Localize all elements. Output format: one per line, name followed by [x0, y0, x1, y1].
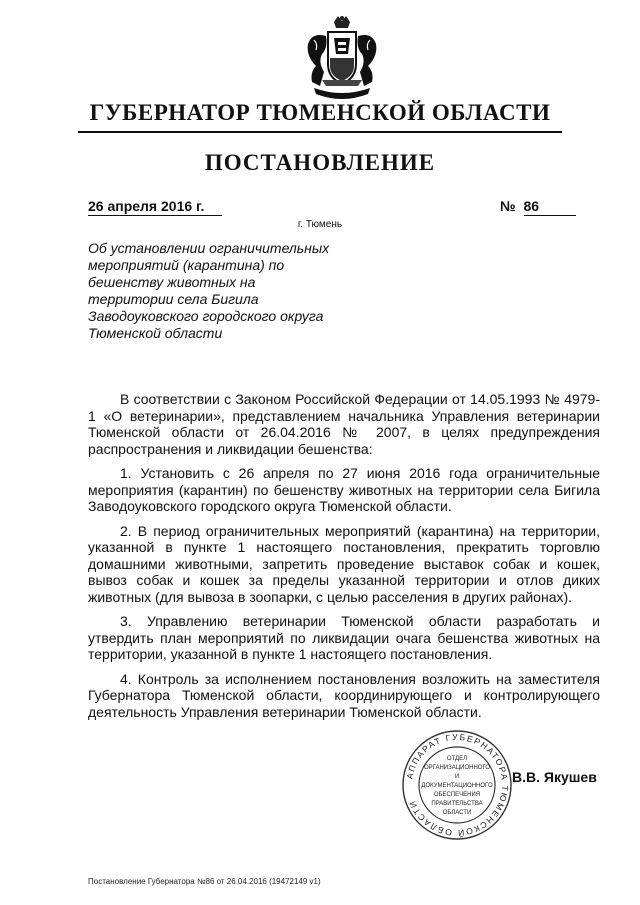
header-divider	[78, 131, 562, 133]
number-prefix: №	[500, 198, 516, 214]
preamble-paragraph: В соответствии с Законом Российской Федерации от 14.05.1993 № 4979-1 «О ветеринарии», представлением начальника Управления ветеринарии Тюменской области от 26.04.2016 № 2007, в целях предупреждения распространения и ликвидации бешенства:	[88, 391, 600, 457]
clause-3: 3. Управлению ветеринарии Тюменской области разработать и утвердить план мероприятий по ликвидации очага бешенства животных на территории, указанной в пункте 1 настоящего постановления.	[88, 613, 600, 662]
document-type-title: ПОСТАНОВЛЕНИЕ	[204, 150, 436, 175]
stamp-line: И	[454, 774, 460, 780]
coat-of-arms-icon	[298, 14, 386, 106]
number-value: 86	[524, 198, 576, 216]
subject-line: Заводоуковского городского округа	[88, 308, 324, 324]
stamp-line: ОРГАНИЗАЦИОННОГО	[423, 765, 491, 771]
document-number	[500, 198, 590, 216]
subject-line: Тюменской области	[88, 325, 223, 341]
stamp-line: ОБЛАСТИ	[442, 810, 472, 816]
clause-4: 4. Контроль за исполнением постановления возложить на заместителя Губернатора Тюменской области, координирующего и контролирующего деятельность Управления ветеринарии Тюменской области.	[88, 670, 600, 720]
document-footer: Постановление Губернатора №86 от 26.04.2016 (19472149 v1)	[88, 877, 321, 886]
stamp-line: ПРАВИТЕЛЬСТВА	[431, 801, 483, 807]
subject-line: территории села Бигила	[88, 291, 259, 307]
subject-line: бешенству животных на	[88, 274, 256, 290]
stamp-line: ОБЕСПЕЧЕНИЯ	[433, 792, 481, 798]
signatory-name: В.В. Якушев	[512, 769, 597, 785]
document-city: г. Тюмень	[297, 219, 343, 230]
official-stamp	[400, 728, 514, 842]
stamp-ring-text: АППАРАТ ГУБЕРНАТОРА ТЮМЕНСКОЙ ОБЛАСТИ	[404, 731, 511, 839]
stamp-line: ОТДЕЛ	[446, 756, 468, 762]
document-subject	[88, 240, 348, 342]
clause-2: 2. В период ограничительных мероприятий (карантина) на территории, указанной в пункте 1 настоящего постановления, прекратить торговлю домашними животными, запретить проведение выставок собак и кошек, вывоз собак и кошек за пределы указанной территории и отлов диких животных (для вывоза в зоопарки, с целью расселения в других районах).	[88, 522, 600, 605]
subject-line: Об установлении ограничительных	[88, 240, 330, 256]
document-body	[88, 391, 600, 728]
issuer-title: ГУБЕРНАТОР ТЮМЕНСКОЙ ОБЛАСТИ	[89, 100, 551, 125]
clause-1: 1. Установить с 26 апреля по 27 июня 2016 года ограничительные мероприятия (карантин) по бешенству животных на территории села Бигила Заводоуковского городского округа Тюменской области.	[88, 465, 600, 514]
subject-line: мероприятий (карантина) по	[88, 257, 285, 273]
stamp-line: ДОКУМЕНТАЦИОННОГО	[421, 783, 493, 789]
document-date: 26 апреля 2016 г.	[88, 198, 222, 216]
